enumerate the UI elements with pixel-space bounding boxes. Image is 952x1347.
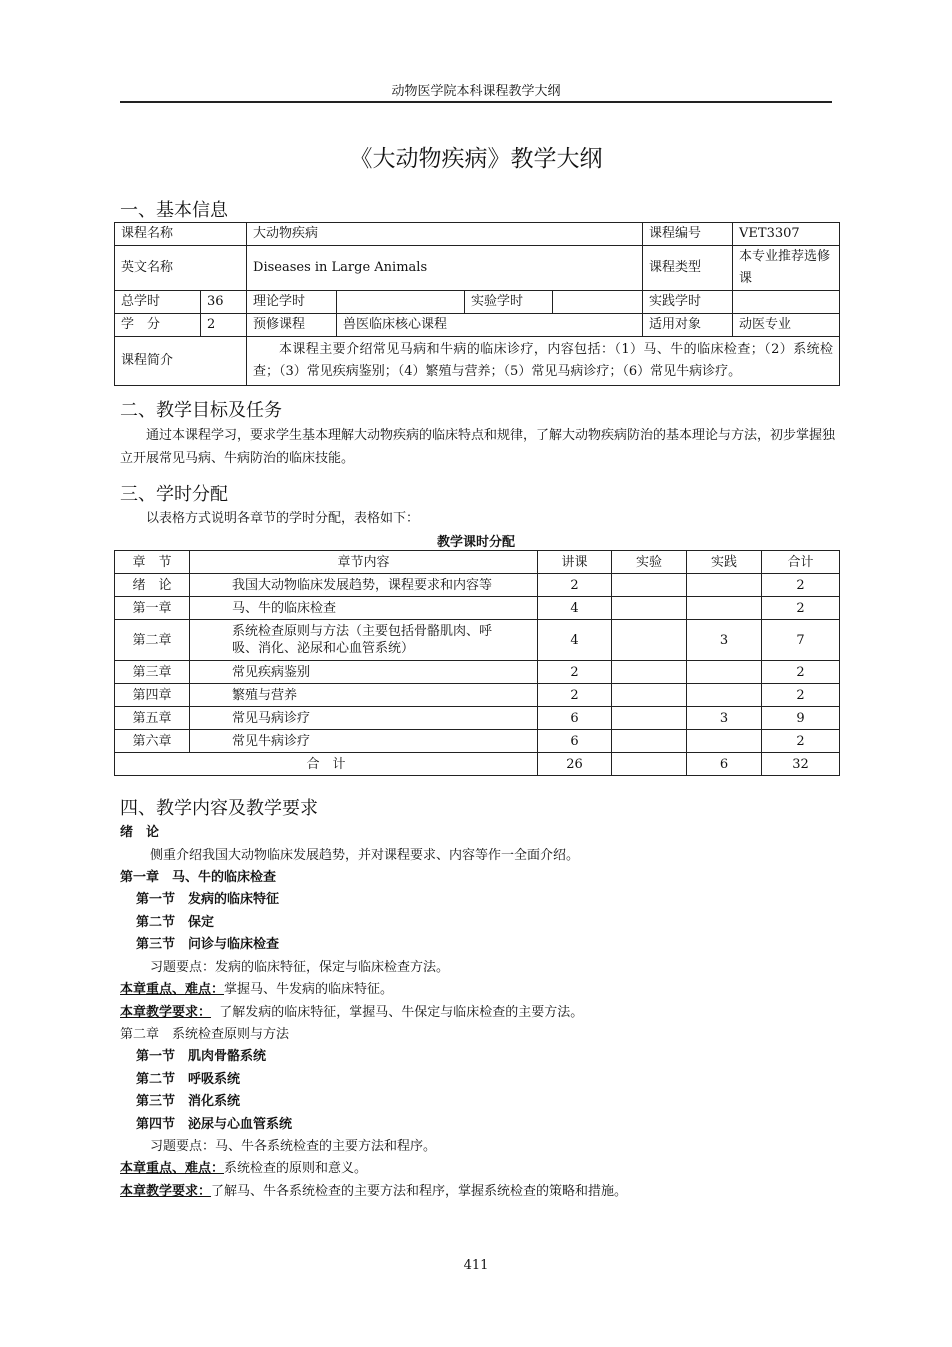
theory-hours-label: 理论学时 bbox=[247, 291, 337, 314]
lecture-cell: 4 bbox=[538, 597, 612, 620]
intro-text: 侧重介绍我国大动物临床发展趋势，并对课程要求、内容等作一全面介绍。 bbox=[150, 848, 580, 863]
chapter1-section1: 第一节 发病的临床特征 bbox=[136, 892, 280, 907]
content-cell: 我国大动物临床发展趋势，课程要求和内容等 bbox=[190, 574, 538, 597]
col-practice: 实践 bbox=[687, 551, 762, 574]
chapter2-key-points bbox=[120, 1158, 367, 1180]
total-hours: 36 bbox=[201, 291, 247, 314]
requirements-text: 了解马、牛各系统检查的主要方法和程序，掌握系统检查的策略和措施。 bbox=[211, 1184, 628, 1199]
lab-cell bbox=[612, 707, 687, 730]
practice-hours bbox=[733, 291, 840, 314]
total-hours-label: 总学时 bbox=[115, 291, 201, 314]
total-cell: 7 bbox=[762, 620, 840, 661]
practice-cell: 3 bbox=[687, 707, 762, 730]
practice-cell: 3 bbox=[687, 620, 762, 661]
key-points-text: 系统检查的原则和意义。 bbox=[224, 1161, 368, 1176]
table-row bbox=[115, 730, 840, 753]
chapter1-key-points bbox=[120, 979, 393, 1001]
course-intro: 本课程主要介绍常见马病和牛病的临床诊疗，内容包括：（1）马、牛的临床检查；（2）系统检查；（3）常见疾病鉴别；（4）繁殖与营养；（5）常见马病诊疗；（6）常见牛病诊疗。 bbox=[247, 337, 840, 386]
audience-label: 适用对象 bbox=[643, 314, 733, 337]
lecture-cell: 2 bbox=[538, 684, 612, 707]
col-total: 合计 bbox=[762, 551, 840, 574]
lab-hours bbox=[553, 291, 643, 314]
chapter2-exercise: 习题要点：马、牛各系统检查的主要方法和程序。 bbox=[150, 1139, 437, 1154]
practice-cell bbox=[687, 597, 762, 620]
practice-cell bbox=[687, 730, 762, 753]
chapter-cell: 第四章 bbox=[115, 684, 190, 707]
english-name-label: 英文名称 bbox=[115, 246, 247, 291]
col-lecture: 讲课 bbox=[538, 551, 612, 574]
chapter1-section2: 第二节 保定 bbox=[136, 915, 215, 930]
practice-cell bbox=[687, 684, 762, 707]
requirements-label: 本章教学要求： bbox=[120, 1005, 212, 1020]
hours-table-header bbox=[115, 551, 840, 574]
table-caption: 教学课时分配 bbox=[436, 535, 515, 550]
running-header: 动物医学院本科课程教学大纲 bbox=[391, 84, 561, 99]
col-content: 章节内容 bbox=[190, 551, 538, 574]
section4-heading: 四、教学内容及教学要求 bbox=[120, 798, 318, 819]
table-row bbox=[115, 661, 840, 684]
chapter-cell: 第一章 bbox=[115, 597, 190, 620]
course-code: VET3307 bbox=[733, 223, 840, 246]
lecture-cell: 6 bbox=[538, 707, 612, 730]
lab-cell bbox=[612, 730, 687, 753]
lab-cell bbox=[612, 597, 687, 620]
lecture-cell: 2 bbox=[538, 661, 612, 684]
chapter1-title: 第一章 马、牛的临床检查 bbox=[120, 870, 277, 885]
table-row bbox=[115, 684, 840, 707]
page-number: 411 bbox=[463, 1258, 489, 1273]
practice-hours-label: 实践学时 bbox=[643, 291, 733, 314]
total-cell: 2 bbox=[762, 661, 840, 684]
content-cell: 繁殖与营养 bbox=[190, 684, 538, 707]
chapter-cell: 绪 论 bbox=[115, 574, 190, 597]
intro-title: 绪 论 bbox=[120, 825, 160, 840]
col-lab: 实验 bbox=[612, 551, 687, 574]
content-cell: 马、牛的临床检查 bbox=[190, 597, 538, 620]
total-cell: 9 bbox=[762, 707, 840, 730]
practice-cell bbox=[687, 661, 762, 684]
total-practice: 6 bbox=[687, 753, 762, 776]
hours-table bbox=[114, 550, 840, 776]
credits: 2 bbox=[201, 314, 247, 337]
content-cell: 系统检查原则与方法（主要包括骨骼肌肉、呼吸、消化、泌尿和心血管系统） bbox=[190, 620, 538, 661]
total-cell: 2 bbox=[762, 574, 840, 597]
course-code-label: 课程编号 bbox=[643, 223, 733, 246]
requirements-label: 本章教学要求： bbox=[120, 1184, 212, 1199]
total-cell: 2 bbox=[762, 597, 840, 620]
course-type: 本专业推荐选修课 bbox=[733, 246, 840, 291]
chapter1-requirements bbox=[120, 1002, 583, 1024]
document-title: 《大动物疾病》教学大纲 bbox=[349, 146, 603, 172]
basic-info-table bbox=[114, 222, 840, 386]
table-row bbox=[115, 574, 840, 597]
content-cell: 常见马病诊疗 bbox=[190, 707, 538, 730]
course-type-label: 课程类型 bbox=[643, 246, 733, 291]
lab-cell bbox=[612, 620, 687, 661]
chapter1-section3: 第三节 问诊与临床检查 bbox=[136, 937, 280, 952]
key-points-label: 本章重点、难点： bbox=[120, 982, 225, 997]
course-name-label: 课程名称 bbox=[115, 223, 247, 246]
lab-cell bbox=[612, 661, 687, 684]
total-lab bbox=[612, 753, 687, 776]
chapter-cell: 第六章 bbox=[115, 730, 190, 753]
chapter2-title: 第二章 系统检查原则与方法 bbox=[120, 1027, 290, 1042]
section3-intro: 以表格方式说明各章节的学时分配，表格如下： bbox=[146, 511, 420, 526]
table-row bbox=[115, 620, 840, 661]
chapter2-requirements bbox=[120, 1181, 627, 1203]
prereq: 兽医临床核心课程 bbox=[337, 314, 643, 337]
total-cell: 2 bbox=[762, 730, 840, 753]
total-lecture: 26 bbox=[538, 753, 612, 776]
total-row-label: 合 计 bbox=[115, 753, 538, 776]
lab-cell bbox=[612, 574, 687, 597]
theory-hours bbox=[337, 291, 465, 314]
section1-heading: 一、基本信息 bbox=[120, 200, 228, 221]
col-chapter: 章 节 bbox=[115, 551, 190, 574]
chapter2-section3: 第三节 消化系统 bbox=[136, 1094, 241, 1109]
content-cell: 常见疾病鉴别 bbox=[190, 661, 538, 684]
intro-label: 课程简介 bbox=[115, 337, 247, 386]
audience: 动医专业 bbox=[733, 314, 840, 337]
chapter2-section2: 第二节 呼吸系统 bbox=[136, 1072, 241, 1087]
lecture-cell: 4 bbox=[538, 620, 612, 661]
key-points-label: 本章重点、难点： bbox=[120, 1161, 225, 1176]
chapter1-exercise: 习题要点：发病的临床特征，保定与临床检查方法。 bbox=[150, 960, 450, 975]
header-rule bbox=[120, 101, 832, 103]
section2-heading: 二、教学目标及任务 bbox=[120, 400, 282, 421]
requirements-text: 了解发病的临床特征，掌握马、牛保定与临床检查的主要方法。 bbox=[219, 1005, 584, 1020]
chapter2-section1: 第一节 肌肉骨骼系统 bbox=[136, 1049, 267, 1064]
table-row bbox=[115, 707, 840, 730]
chapter-cell: 第五章 bbox=[115, 707, 190, 730]
chapter-cell: 第三章 bbox=[115, 661, 190, 684]
total-row bbox=[115, 753, 840, 776]
section3-heading: 三、学时分配 bbox=[120, 484, 228, 505]
chapter-cell: 第二章 bbox=[115, 620, 190, 661]
table-row bbox=[115, 597, 840, 620]
total-total: 32 bbox=[762, 753, 840, 776]
lab-cell bbox=[612, 684, 687, 707]
practice-cell bbox=[687, 574, 762, 597]
credits-label: 学 分 bbox=[115, 314, 201, 337]
course-name: 大动物疾病 bbox=[247, 223, 643, 246]
chapter2-section4: 第四节 泌尿与心血管系统 bbox=[136, 1117, 293, 1132]
lecture-cell: 6 bbox=[538, 730, 612, 753]
total-cell: 2 bbox=[762, 684, 840, 707]
lecture-cell: 2 bbox=[538, 574, 612, 597]
lab-hours-label: 实验学时 bbox=[465, 291, 553, 314]
content-cell: 常见牛病诊疗 bbox=[190, 730, 538, 753]
english-name: Diseases in Large Animals bbox=[247, 246, 643, 291]
section2-text: 通过本课程学习，要求学生基本理解大动物疾病的临床特点和规律，了解大动物疾病防治的基本理论与方法，初步掌握独立开展常见马病、牛病防治的临床技能。 bbox=[120, 428, 836, 466]
key-points-text: 掌握马、牛发病的临床特征。 bbox=[224, 982, 394, 997]
prereq-label: 预修课程 bbox=[247, 314, 337, 337]
